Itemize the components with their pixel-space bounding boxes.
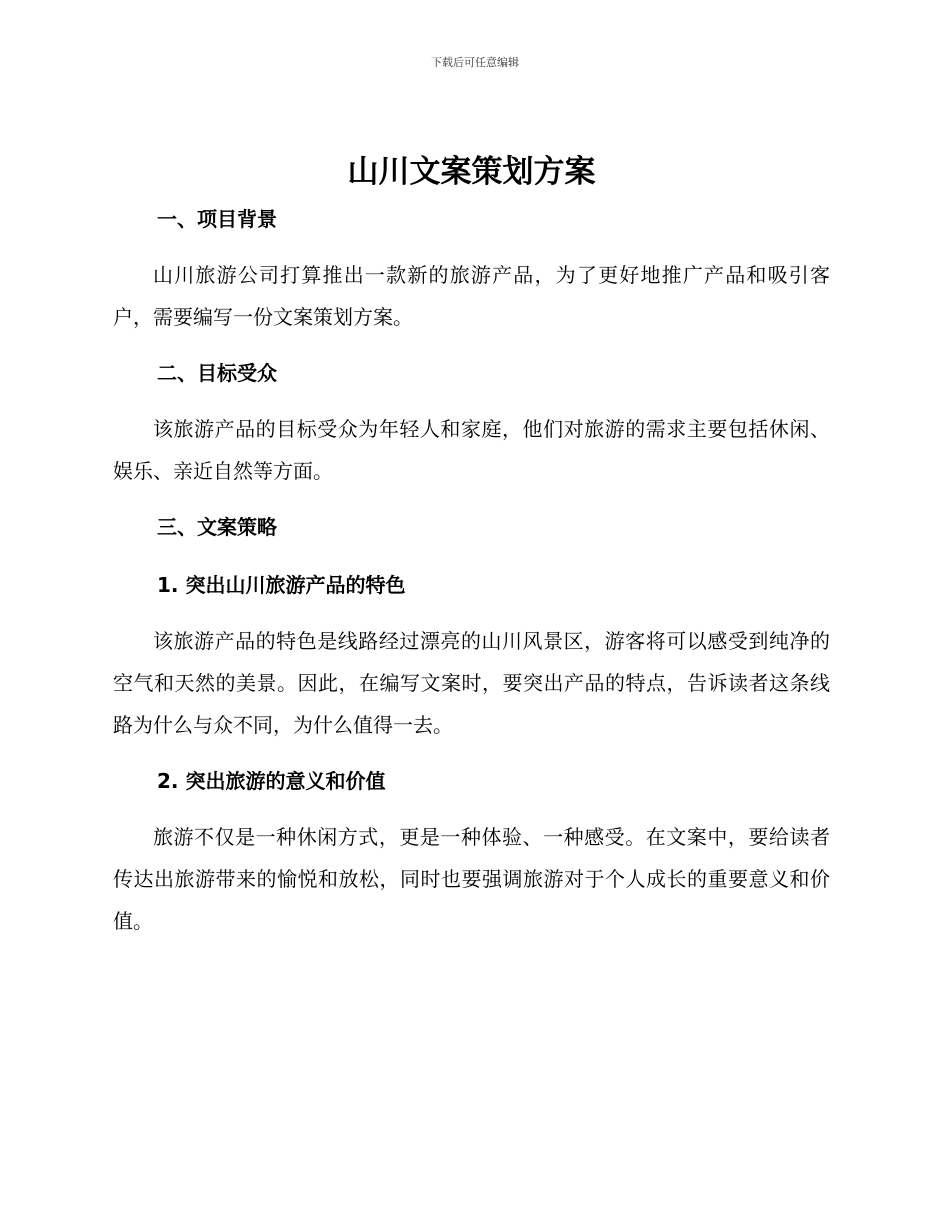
section-heading-background: 一、项目背景 [157,207,277,231]
section-body-background: 山川旅游公司打算推出一款新的旅游产品，为了更好地推广产品和吸引客户，需要编写一份文案策划方案。 [113,263,830,329]
section-body-audience: 该旅游产品的目标受众为年轻人和家庭，他们对旅游的需求主要包括休闲、娱乐、亲近自然等方面。 [113,417,830,483]
document-title: 山川文案策划方案 [347,154,596,190]
subsection-heading-value: 2. 突出旅游的意义和价值 [157,769,386,793]
subsection-body-features: 该旅游产品的特色是线路经过漂亮的山川风景区，游客将可以感受到纯净的空气和天然的美景。因此，在编写文案时，要突出产品的特点，告诉读者这条线路为什么与众不同，为什么值得一去。 [113,629,830,737]
header-note: 下载后可任意编辑 [431,56,519,69]
section-heading-strategy: 三、文案策略 [157,515,277,539]
subsection-body-value: 旅游不仅是一种休闲方式，更是一种体验、一种感受。在文案中，要给读者传达出旅游带来的愉悦和放松，同时也要强调旅游对于个人成长的重要意义和价值。 [113,825,830,933]
subsection-heading-features: 1. 突出山川旅游产品的特色 [157,573,406,597]
section-heading-audience: 二、目标受众 [157,361,277,385]
document-body [113,148,830,942]
